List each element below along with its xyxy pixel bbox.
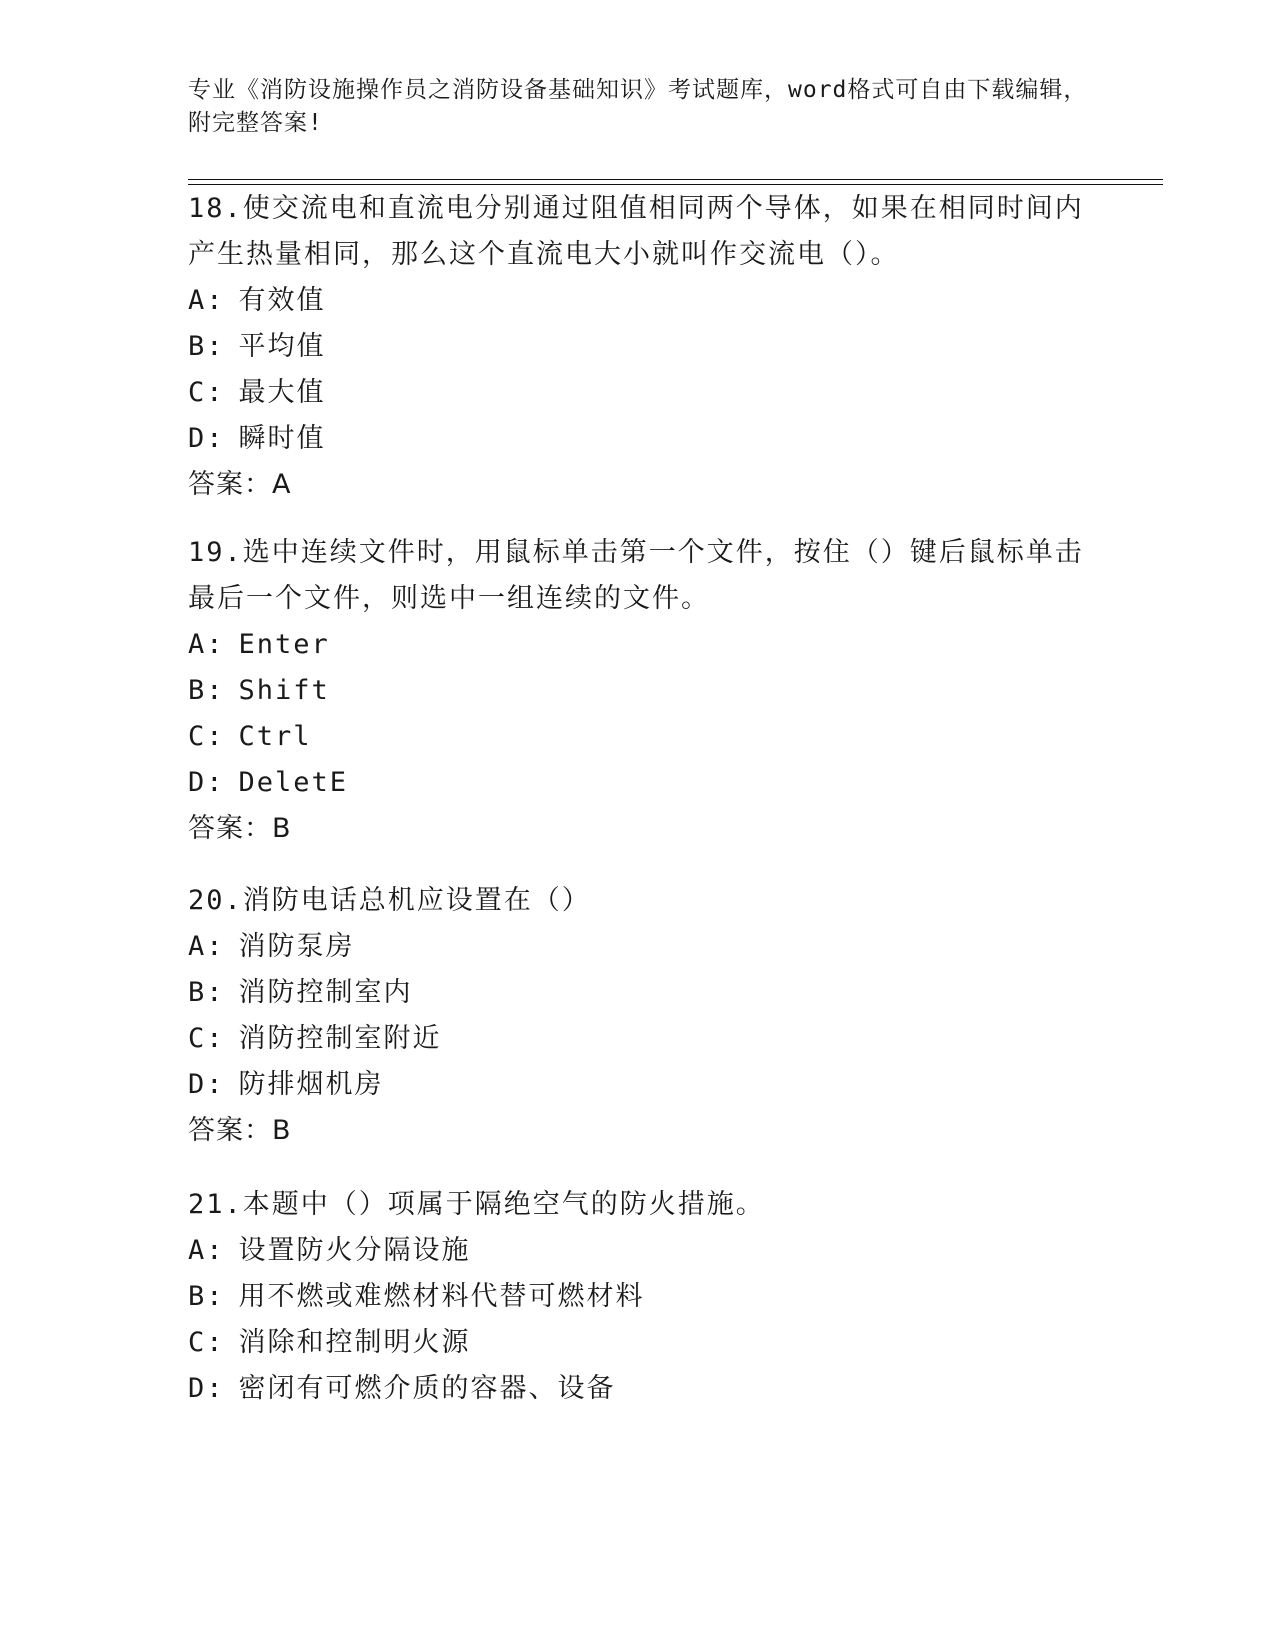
question-18	[188, 186, 1088, 508]
option-a	[188, 278, 1088, 324]
answer-line	[188, 1108, 1088, 1154]
option-text: Ctrl	[238, 721, 312, 752]
option-letter: B:	[188, 675, 225, 706]
option-b	[188, 970, 1088, 1016]
option-d	[188, 1062, 1088, 1108]
option-a	[188, 924, 1088, 970]
document-header: 专业《消防设施操作员之消防设备基础知识》考试题库，word格式可自由下载编辑，附完整答案!	[188, 77, 1088, 136]
answer-value: B	[272, 1115, 292, 1146]
header-divider-top	[188, 179, 1163, 180]
question-stem: 19.选中连续文件时，用鼠标单击第一个文件，按住（）键后鼠标单击最后一个文件，则选中一组连续的文件。	[188, 537, 1084, 614]
answer-value: B	[272, 813, 292, 844]
answer-line	[188, 462, 1088, 508]
answer-label: 答案：	[188, 813, 272, 844]
answer-value: A	[272, 469, 292, 500]
option-text: Shift	[238, 675, 330, 706]
option-letter: A:	[188, 629, 225, 660]
option-letter: C:	[188, 1327, 225, 1358]
option-b	[188, 1274, 1088, 1320]
option-c	[188, 370, 1088, 416]
question-stem: 21.本题中（）项属于隔绝空气的防火措施。	[188, 1189, 765, 1220]
option-d	[188, 1366, 1088, 1412]
answer-label: 答案：	[188, 1115, 272, 1146]
option-text: 消防泵房	[238, 931, 355, 962]
option-letter: D:	[188, 1069, 225, 1100]
question-19	[188, 530, 1088, 852]
option-letter: D:	[188, 1373, 225, 1404]
option-text: 瞬时值	[238, 423, 326, 454]
question-stem: 20.消防电话总机应设置在（）	[188, 885, 591, 916]
option-text: 消防控制室内	[238, 977, 413, 1008]
option-letter: B:	[188, 977, 225, 1008]
option-letter: A:	[188, 1235, 225, 1266]
option-text: 设置防火分隔设施	[238, 1235, 471, 1266]
answer-line	[188, 806, 1088, 852]
option-letter: C:	[188, 721, 225, 752]
option-text: DeletE	[238, 767, 349, 798]
option-letter: B:	[188, 331, 225, 362]
option-letter: D:	[188, 423, 225, 454]
option-a	[188, 1228, 1088, 1274]
option-letter: B:	[188, 1281, 225, 1312]
question-21	[188, 1182, 1088, 1412]
option-letter: C:	[188, 377, 225, 408]
option-letter: A:	[188, 931, 225, 962]
option-text: 最大值	[238, 377, 326, 408]
option-letter: D:	[188, 767, 225, 798]
option-c	[188, 714, 1088, 760]
header-divider-bottom	[188, 184, 1163, 185]
option-text: 平均值	[238, 331, 326, 362]
option-d	[188, 760, 1088, 806]
option-letter: C:	[188, 1023, 225, 1054]
option-c	[188, 1016, 1088, 1062]
option-letter: A:	[188, 285, 225, 316]
option-text: 防排烟机房	[238, 1069, 384, 1100]
option-b	[188, 668, 1088, 714]
question-stem: 18.使交流电和直流电分别通过阻值相同两个导体，如果在相同时间内产生热量相同，那么这个直流电大小就叫作交流电（）。	[188, 193, 1084, 270]
option-a	[188, 622, 1088, 668]
option-b	[188, 324, 1088, 370]
option-c	[188, 1320, 1088, 1366]
question-20	[188, 878, 1088, 1154]
answer-label: 答案：	[188, 469, 272, 500]
option-text: 用不燃或难燃材料代替可燃材料	[238, 1281, 645, 1312]
option-text: 消防控制室附近	[238, 1023, 442, 1054]
option-d	[188, 416, 1088, 462]
option-text: 有效值	[238, 285, 326, 316]
option-text: Enter	[238, 629, 330, 660]
option-text: 密闭有可燃介质的容器、设备	[238, 1373, 616, 1404]
option-text: 消除和控制明火源	[238, 1327, 471, 1358]
